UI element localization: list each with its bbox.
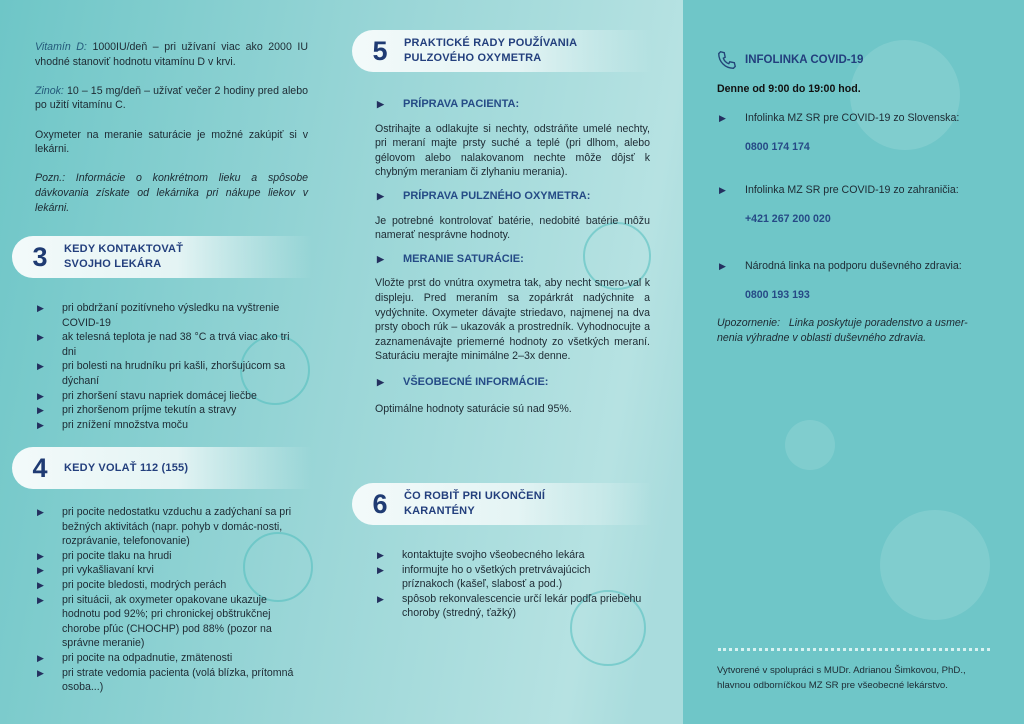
notice-label: Upozornenie: xyxy=(717,317,781,329)
credit-text: Vytvorené v spolupráci s MUDr. Adrianou Šimkovou, PhD., hlavnou odborníčkou MZ SR pre všeobecné lekárstvo. xyxy=(717,665,966,691)
arrow-right-icon: ▶ xyxy=(377,550,384,560)
hotline-number[interactable]: +421 267 200 020 xyxy=(745,212,831,225)
subsection-text: Vložte prst do vnútra oxymetra tak, aby necht smero-val k displeju. Pred meraním sa zopárkrát nadýchnite a vydýchnite. Oxymeter dávajte striedavo, najmenej na dva prsty oboch rúk – ukazovák a prostredník. Vyhodnocujte a zaznamenávajte priemerné hodnoty zo všetkých meraní. Saturáciu merajte minimálne 2–3x denne. xyxy=(375,277,650,363)
arrow-right-icon: ▶ xyxy=(37,507,44,517)
list-item-text: pri pocite tlaku na hrudi xyxy=(62,549,172,562)
list-item-text: pri situácii, ak oxymeter opakovane ukazuje hodnotu pod 92%; pri chronickej obštrukčnej chorobe pľúc (CHOCHP) pod 88% (pozor na správne meranie) xyxy=(62,593,272,650)
list-item xyxy=(35,301,300,330)
section-number: 4 xyxy=(32,452,48,483)
dotted-divider xyxy=(718,648,990,651)
list-item xyxy=(35,578,305,593)
list-item-text: informujte ho o všetkých pretrvávajúcich príznakoch (kašeľ, slabosť a pod.) xyxy=(402,563,591,591)
hotline-label: Infolinka MZ SR pre COVID-19 zo Slovenska: xyxy=(745,112,960,124)
subsection-text: Optimálne hodnoty saturácie sú nad 95%. xyxy=(375,402,572,415)
list-item xyxy=(35,330,300,359)
section-title: KARANTÉNY xyxy=(404,505,475,517)
section-6-list xyxy=(375,548,645,621)
arrow-right-icon: ▶ xyxy=(37,419,44,430)
list-item xyxy=(375,548,645,563)
list-item xyxy=(375,563,645,592)
list-item-text: spôsob rekonvalescencie určí lekár podľa priebehu choroby (stredný, ťažký) xyxy=(402,592,642,620)
list-item-text: ak telesná teplota je nad 38 °C a trvá viac ako tri dni xyxy=(62,331,290,358)
list-item xyxy=(35,505,305,549)
subsection-heading: MERANIE SATURÁCIE: xyxy=(403,252,524,265)
section-title: KEDY VOLAŤ 112 (155) xyxy=(64,461,189,474)
virus-decoration-icon xyxy=(880,510,990,620)
list-item-text: pri bolesti na hrudníku pri kašli, zhoršujúcom sa dýchaní xyxy=(62,360,286,387)
section-number: 3 xyxy=(32,241,48,272)
list-item xyxy=(35,359,300,388)
section-title: KEDY KONTAKTOVAŤ xyxy=(64,243,184,255)
infolinka-header xyxy=(716,49,863,71)
hotline-item xyxy=(717,259,1007,302)
hotline-label: Národná linka na podporu duševného zdravia: xyxy=(745,260,962,272)
section-number: 6 xyxy=(372,488,388,519)
arrow-right-icon: ▶ xyxy=(719,113,726,123)
arrow-right-icon: ▶ xyxy=(37,332,44,343)
subsection-text: Je potrebné kontrolovať batérie, nedobité batérie môžu namerať nesprávne hodnoty. xyxy=(375,214,650,242)
section-title: PRAKTICKÉ RADY POUŽÍVANIA xyxy=(404,37,578,49)
hotline-number[interactable]: 0800 193 193 xyxy=(745,288,810,301)
arrow-right-icon: ▶ xyxy=(37,667,44,678)
arrow-right-icon: ▶ xyxy=(37,303,44,313)
arrow-right-icon: ▶ xyxy=(37,405,44,416)
list-item xyxy=(35,403,300,418)
section-3-header xyxy=(12,236,312,278)
list-item xyxy=(35,593,305,651)
list-item-text: pri strate vedomia pacienta (volá blízka, prítomná osoba...) xyxy=(62,666,294,694)
arrow-right-icon: ▶ xyxy=(37,579,44,590)
phone-icon xyxy=(716,49,738,71)
arrow-right-icon: ▶ xyxy=(37,594,44,605)
section-title: ČO ROBIŤ PRI UKONČENÍ xyxy=(404,490,546,502)
section-6-header xyxy=(352,483,652,525)
section-title: SVOJHO LEKÁRA xyxy=(64,258,162,270)
list-item xyxy=(35,651,305,666)
arrow-right-icon: ▶ xyxy=(37,550,44,561)
list-item-text: pri zhoršení stavu napriek domácej liečbe xyxy=(62,389,257,402)
arrow-right-icon: ▶ xyxy=(377,593,384,604)
section-5-body xyxy=(375,97,650,431)
note-text: Pozn.: Informácie o konkrétnom lieku a spôsobe dávkovania získate od lekárnika pri nákupe liekov v lekárni. xyxy=(35,172,308,214)
vitamin-d-text: 1000IU/deň – pri užívaní viac ako 2000 IU vhodné stanoviť hodnotu vitamínu D v krvi. xyxy=(35,41,308,68)
list-item-text: pri pocite bledosti, modrých perách xyxy=(62,578,227,591)
left-intro xyxy=(35,40,308,230)
list-item-text: pri pocite nedostatku vzduchu a zadýchaní sa pri bežných aktivitách (napr. pohyb v domác-nosti, rozprávanie, telefonovanie) xyxy=(62,506,292,548)
hotline-item xyxy=(717,183,1007,226)
arrow-right-icon: ▶ xyxy=(37,565,44,576)
arrow-right-icon: ▶ xyxy=(37,390,44,401)
list-item xyxy=(35,563,305,578)
arrow-right-icon: ▶ xyxy=(377,99,384,109)
list-item-text: pri obdržaní pozitívneho výsledku na vyštrenie COVID-19 xyxy=(62,302,280,329)
arrow-right-icon: ▶ xyxy=(37,361,44,372)
list-item xyxy=(35,666,305,695)
list-item-text: pri vykašliavaní krvi xyxy=(62,564,154,577)
zinok-text: 10 – 15 mg/deň – užívať večer 2 hodiny pred alebo po užití vitamínu C. xyxy=(35,84,308,112)
arrow-right-icon: ▶ xyxy=(377,253,384,264)
list-item xyxy=(35,389,300,404)
list-item-text: pri pocite na odpadnutie, zmätenosti xyxy=(62,651,233,664)
arrow-right-icon: ▶ xyxy=(37,652,44,663)
subsection-text: Ostrihajte a odlakujte si nechty, odstráňte umelé nechty, pri meraní majte prsty suché a teplé (pri dlhom, alebo gélovom alebo nalakovanom nechte môže dôjsť k chybným meraniam či zlyhaniu merania). xyxy=(375,122,650,179)
list-item xyxy=(35,549,305,564)
arrow-right-icon: ▶ xyxy=(719,261,726,271)
section-4-list xyxy=(35,505,305,695)
notice-text: Linka poskytuje poradenstvo a usmer-nenia výhradne v oblasti duševného zdravia. xyxy=(717,317,968,344)
subsection-heading: VŠEOBECNÉ INFORMÁCIE: xyxy=(403,375,549,388)
zinok-label: Zinok: xyxy=(35,84,64,97)
list-item-text: kontaktujte svojho všeobecného lekára xyxy=(402,549,585,561)
arrow-right-icon: ▶ xyxy=(377,376,384,387)
section-title: PULZOVÉHO OXYMETRA xyxy=(404,52,542,64)
section-4-header xyxy=(12,447,312,489)
notice xyxy=(717,316,989,345)
section-3-list xyxy=(35,301,300,432)
hotline-item xyxy=(717,111,1007,154)
subsection-heading: PRÍPRAVA PACIENTA: xyxy=(403,98,520,110)
hotline-label: Infolinka MZ SR pre COVID-19 zo zahraničia: xyxy=(745,184,959,196)
list-item xyxy=(375,592,645,621)
arrow-right-icon: ▶ xyxy=(377,190,384,201)
oxymeter-text: Oxymeter na meranie saturácie je možné zakúpiť si v lekárni. xyxy=(35,128,308,156)
virus-decoration-icon xyxy=(785,420,835,470)
hours-text: Denne od 9:00 do 19:00 hod. xyxy=(717,83,861,95)
vitamin-d-label: Vitamín D: xyxy=(35,41,87,53)
infolinka-title: INFOLINKA COVID-19 xyxy=(745,53,864,66)
subsection-heading: PRÍPRAVA PULZNÉHO OXYMETRA: xyxy=(403,189,591,202)
arrow-right-icon: ▶ xyxy=(719,185,726,195)
list-item xyxy=(35,418,300,433)
list-item-text: pri zhoršenom príjme tekutín a stravy xyxy=(62,404,237,417)
list-item-text: pri znížení množstva moču xyxy=(62,418,188,431)
hotline-number[interactable]: 0800 174 174 xyxy=(745,140,810,153)
section-number: 5 xyxy=(372,35,388,66)
arrow-right-icon: ▶ xyxy=(377,564,384,575)
section-5-header xyxy=(352,30,652,72)
